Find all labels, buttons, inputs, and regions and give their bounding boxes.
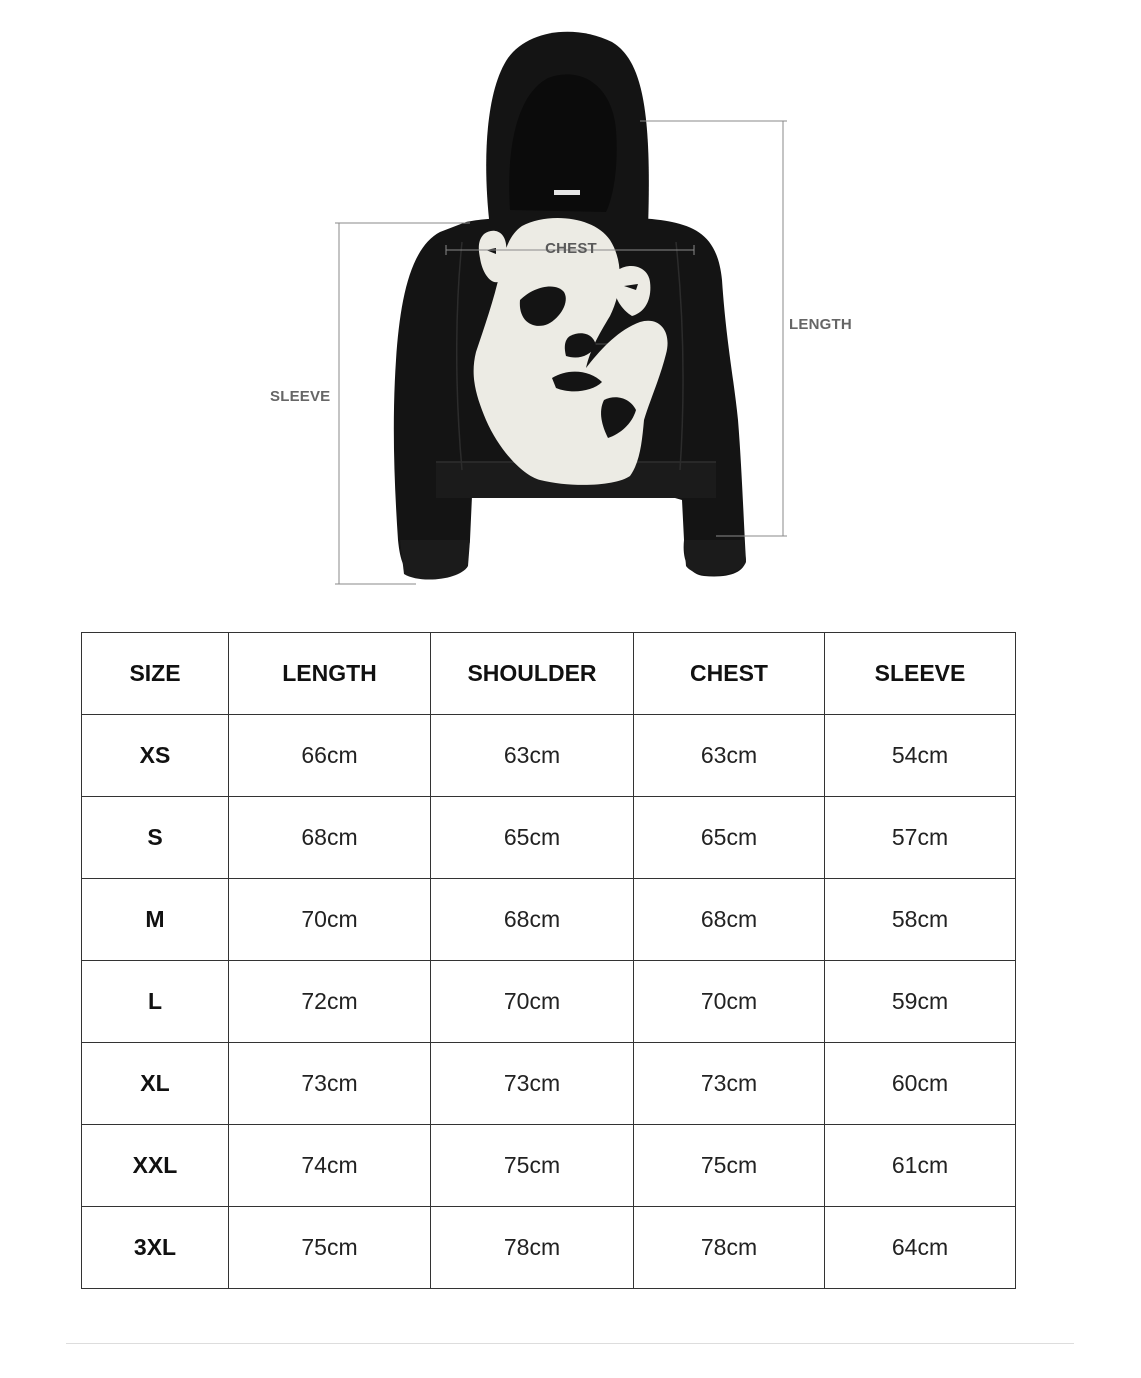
table-row [82,1207,1016,1289]
chest-cell: 65cm [634,797,825,879]
size-cell: XXL [82,1125,229,1207]
shoulder-cell: 73cm [431,1043,634,1125]
header-chest: CHEST [634,633,825,715]
header-sleeve: SLEEVE [825,633,1016,715]
left-cuff [400,540,470,580]
chest-cell: 70cm [634,961,825,1043]
chest-cell: 78cm [634,1207,825,1289]
chest-cell: 75cm [634,1125,825,1207]
length-cell: 68cm [229,797,431,879]
neck-tag [554,190,580,195]
right-cuff [684,540,746,575]
header-size: SIZE [82,633,229,715]
size-cell: 3XL [82,1207,229,1289]
table-row [82,961,1016,1043]
chest-cell: 68cm [634,879,825,961]
table-row [82,879,1016,961]
length-cell: 66cm [229,715,431,797]
sleeve-cell: 61cm [825,1125,1016,1207]
length-cell: 74cm [229,1125,431,1207]
size-cell: M [82,879,229,961]
shoulder-cell: 63cm [431,715,634,797]
length-cell: 70cm [229,879,431,961]
hoodie-illustration [0,0,1141,610]
length-cell: 75cm [229,1207,431,1289]
header-shoulder: SHOULDER [431,633,634,715]
length-label: LENGTH [789,316,852,333]
size-chart-table [81,632,1016,1289]
table-row [82,797,1016,879]
sleeve-cell: 58cm [825,879,1016,961]
shoulder-cell: 68cm [431,879,634,961]
size-cell: XL [82,1043,229,1125]
sleeve-cell: 57cm [825,797,1016,879]
size-cell: L [82,961,229,1043]
sleeve-label: SLEEVE [270,388,331,405]
chest-label: CHEST [545,240,597,257]
sleeve-cell: 64cm [825,1207,1016,1289]
chest-cell: 63cm [634,715,825,797]
table-row [82,1043,1016,1125]
sleeve-cell: 60cm [825,1043,1016,1125]
sleeve-cell: 54cm [825,715,1016,797]
header-length: LENGTH [229,633,431,715]
table-row [82,715,1016,797]
measurement-diagram [0,0,1141,610]
chest-cell: 73cm [634,1043,825,1125]
shoulder-cell: 78cm [431,1207,634,1289]
bottom-divider [66,1343,1074,1344]
table-header-row [82,633,1016,715]
length-cell: 73cm [229,1043,431,1125]
shoulder-cell: 70cm [431,961,634,1043]
size-cell: S [82,797,229,879]
table-row [82,1125,1016,1207]
length-cell: 72cm [229,961,431,1043]
shoulder-cell: 65cm [431,797,634,879]
shoulder-cell: 75cm [431,1125,634,1207]
size-cell: XS [82,715,229,797]
sleeve-cell: 59cm [825,961,1016,1043]
